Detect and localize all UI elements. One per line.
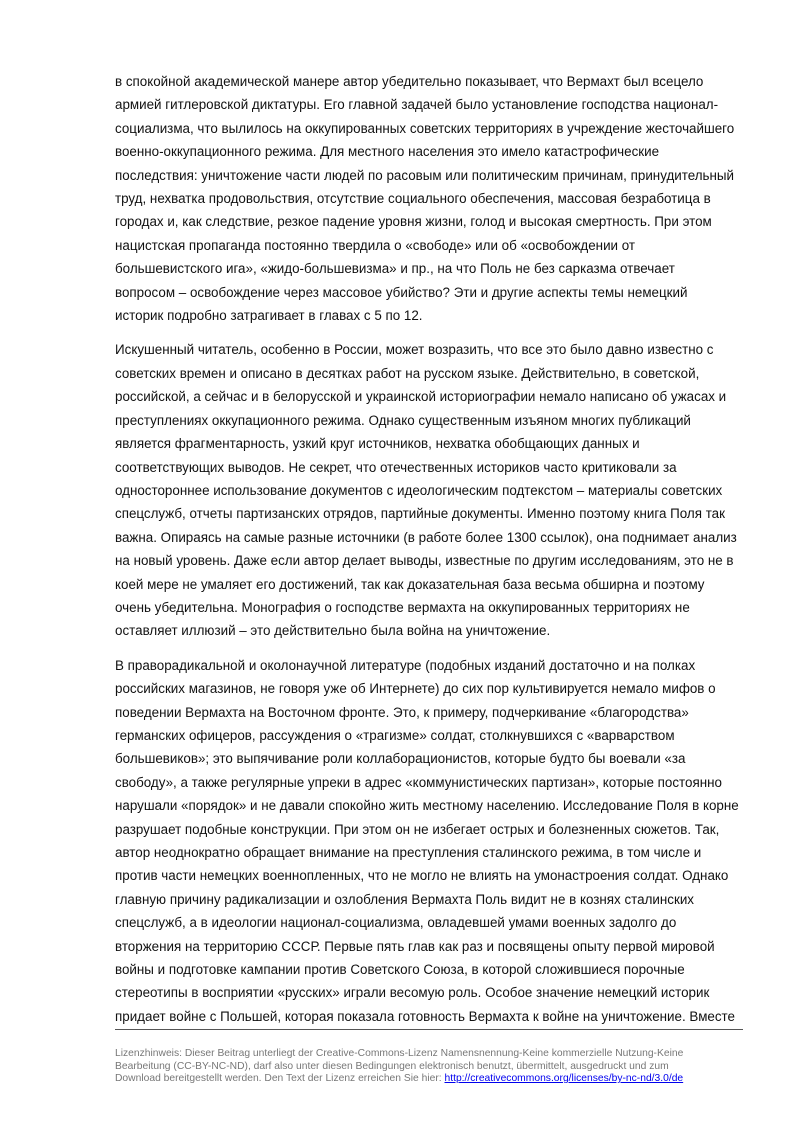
license-text: Download bereitgestellt werden. Den Text der Lizenz erreichen Sie hier: [115,1073,445,1085]
text-line: германских офицеров, рассуждения о «трагизме» солдат, столкнувшихся с «варварством [115,727,675,743]
text-line: вопросом – освобождение через массовое убийство? Эти и другие аспекты темы немецкий [115,284,688,300]
text-line: разрушает подобные конструкции. При этом он не избегает острых и болезненных сюжетов. Так, [115,821,720,837]
text-line: войны и подготовке кампании против Советского Союза, в которой сложившиеся порочные [115,962,685,978]
text-line: историк подробно затрагивает в главах с 5 по 12. [115,308,423,324]
text-line: большевиков»; это выпячивание роли коллаборационистов, которые будто бы воевали «за [115,751,686,767]
text-line: является фрагментарность, узкий круг источников, нехватка обобщающих данных и [115,436,640,452]
text-line: автор неоднократно обращает внимание на преступления сталинского режима, в том числе и [115,845,702,860]
text-line: в спокойной академической манере автор убедительно показывает, что Вермахт был всецело [115,74,704,89]
license-text-line-with-link [115,1073,743,1086]
text-line: на новый уровень. Даже если автор делает выводы, известные по другим исследованиям, это не в [115,553,734,569]
text-line: социализма, что вылилось на оккупированных советских территориях в учреждение жесточайшего [115,120,735,136]
text-line: труд, нехватка продовольствия, отсутствие социального обеспечения, массовая безработица в [115,191,711,207]
footer-divider [115,1029,743,1030]
text-line: нацистская пропаганда постоянно твердила о «свободе» или об «освобождении от [115,237,636,253]
text-line: против части немецких военнопленных, что не могло не влиять на умонастроения солдат. Однако [115,868,729,884]
text-line: советских времен и описано в десятках работ на русском языке. Действительно, в советской, [115,365,700,381]
text-line: городах и, как следствие, резкое падение уровня жизни, голод и высокая смертность. При этом [115,214,712,230]
text-line: спецслужб, отчеты партизанских отрядов, партийные документы. Именно поэтому книга Поля так [115,506,725,522]
text-line: вторжения на территорию СССР. Первые пять глав как раз и посвящены опыту первой мировой [115,938,715,954]
text-line: российской, а сейчас и в белорусской и украинской историографии немало написано об ужасах и [115,389,727,405]
text-line: Искушенный читатель, особенно в России, может возразить, что все это было давно известно с [115,342,714,358]
text-line: очень убедительна. Монография о господстве вермахта на оккупированных территориях не [115,599,690,615]
license-text-line: Bearbeitung (CC-BY-NC-ND), darf also unter diesen Bedingungen elektronisch benutzt, übermittelt, ausgedruckt und zum [115,1060,669,1072]
paragraph-3 [115,654,743,1029]
text-line: военно-оккупационного режима. Для местного населения это имело катастрофические [115,144,660,160]
text-line: коей мере не умаляет его достижений, так как доказательная база весьма обширна и поэтому [115,576,705,592]
text-line: одностороннее использование документов с идеологическим подтекстом – материалы советских [115,482,723,498]
text-line: важна. Опираясь на самые разные источники (в работе более 1300 ссылок), она поднимает анализ [115,529,737,545]
text-line: большевистского ига», «жидо-большевизма» и пр., на что Поль не без сарказма отвечает [115,261,675,277]
text-line: придает войне с Польшей, которая показала готовность Вермахта к войне на уничтожение. Вместе [115,1008,735,1024]
text-line: стереотипы в восприятии «русских» играли весомую роль. Особое значение немецкий историк [115,985,710,1001]
text-line: нарушали «порядок» и не давали спокойно жить местному населению. Исследование Поля в корне [115,798,739,814]
license-footer [115,1048,743,1086]
text-line: преступлениях оккупационного режима. Однако существенным изъяном многих публикаций [115,412,691,428]
text-line: поведении Вермахта на Восточном фронте. Это, к примеру, подчеркивание «благородства» [115,704,689,720]
text-line: соответствующих выводов. Не секрет, что отечественных историков часто критиковали за [115,459,677,475]
text-line: армией гитлеровской диктатуры. Его главной задачей было установление господства национал- [115,97,719,113]
paragraph-2 [115,338,743,642]
license-link[interactable]: http://creativecommons.org/licenses/by-nc-nd/3.0/de [444,1073,684,1085]
text-line: В праворадикальной и околонаучной литературе (подобных изданий достаточно и на полках [115,657,696,673]
text-line: оставляет иллюзий – это действительно была война на уничтожение. [115,623,551,639]
text-line: главную причину радикализации и озлобления Вермахта Поль видит не в кознях сталинских [115,891,695,907]
text-line: последствия: уничтожение части людей по расовым или политическим причинам, принудительный [115,167,735,183]
text-line: свободу», а также регулярные упреки в адрес «коммунистических партизан», которые постоянно [115,774,722,790]
body-text [115,70,743,1039]
text-line: российских магазинов, не говоря уже об Интернете) до сих пор культивируется немало мифов о [115,681,716,697]
paragraph-1 [115,70,743,327]
text-line: спецслужб, а в идеологии национал-социализма, овладевшей умами военных задолго до [115,915,677,931]
license-text-line: Lizenzhinweis: Dieser Beitrag unterliegt der Creative-Commons-Lizenz Namensnennung-Keine kommerzielle Nutzung-Keine [115,1048,684,1059]
